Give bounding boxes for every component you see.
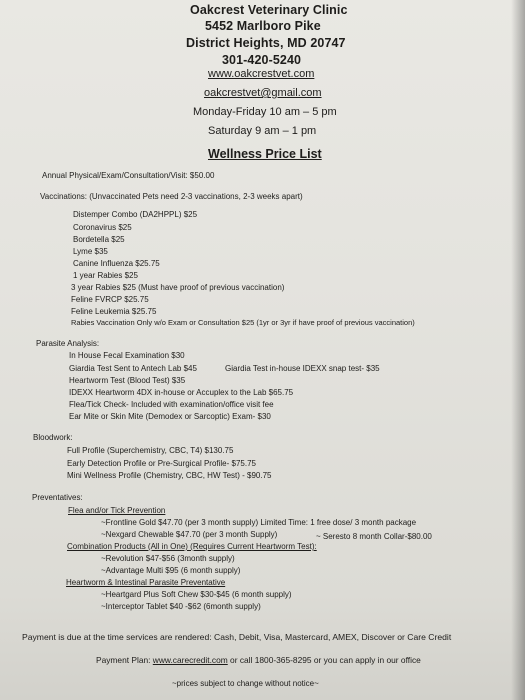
list-item: Feline Leukemia $25.75 xyxy=(71,307,157,316)
payment-plan-suffix: or call 1800-365-8295 or you can apply in our office xyxy=(227,655,421,665)
list-item: Canine Influenza $25.75 xyxy=(73,259,160,268)
list-item: Giardia Test Sent to Antech Lab $45 xyxy=(69,364,197,373)
page-edge-shadow xyxy=(511,0,525,700)
list-item: ~Frontline Gold $47.70 (per 3 month supply) Limited Time: 1 free dose/ 3 month package xyxy=(101,518,417,527)
list-item: In House Fecal Examination $30 xyxy=(69,351,185,360)
parasite-heading: Parasite Analysis: xyxy=(36,339,100,348)
price-notice: ~prices subject to change without notice~ xyxy=(172,679,319,688)
list-item: IDEXX Heartworm 4DX in-house or Accuplex to the Lab $65.75 xyxy=(69,388,294,397)
carecredit-link[interactable]: www.carecredit.com xyxy=(152,655,228,665)
combination-heading: Combination Products (All in One) (Requires Current Heartworm Test): xyxy=(67,542,317,551)
list-item: Feline FVRCP $25.75 xyxy=(71,295,149,304)
page-title: Wellness Price List xyxy=(208,147,322,161)
bloodwork-heading: Bloodwork: xyxy=(33,433,73,442)
list-item: ~Interceptor Tablet $40 -$62 (6month supply) xyxy=(101,602,261,611)
flea-tick-heading: Flea and/or Tick Prevention xyxy=(68,506,166,515)
hours-weekday: Monday-Friday 10 am – 5 pm xyxy=(193,106,337,118)
list-item: Rabies Vaccination Only w/o Exam or Consultation $25 (1yr or 3yr if have proof of previous vaccination) xyxy=(71,318,415,327)
list-item: Lyme $35 xyxy=(73,247,108,256)
list-item: ~Nexgard Chewable $47.70 (per 3 month Supply) xyxy=(101,530,278,539)
preventatives-heading: Preventatives: xyxy=(32,493,83,502)
clinic-phone: 301-420-5240 xyxy=(222,53,302,67)
list-item: Heartworm Test (Blood Test) $35 xyxy=(69,376,186,385)
hours-saturday: Saturday 9 am – 1 pm xyxy=(208,125,317,137)
list-item: Full Profile (Superchemistry, CBC, T4) $130.75 xyxy=(67,446,234,455)
list-item: Mini Wellness Profile (Chemistry, CBC, HW Test) - $90.75 xyxy=(67,471,272,480)
list-item: Ear Mite or Skin Mite (Demodex or Sarcoptic) Exam- $30 xyxy=(69,412,271,421)
list-item: ~Revolution $47-$56 (3month supply) xyxy=(101,554,235,563)
list-item: 1 year Rabies $25 xyxy=(73,271,138,280)
payment-plan xyxy=(96,656,421,666)
payment-terms: Payment is due at the time services are rendered: Cash, Debit, Visa, Mastercard, AMEX, Discover or Care Credit xyxy=(22,632,452,642)
vaccinations-heading: Vaccinations: (Unvaccinated Pets need 2-3 vaccinations, 2-3 weeks apart) xyxy=(40,192,303,201)
list-item: Giardia Test in-house IDEXX snap test- $35 xyxy=(225,364,380,373)
list-item: Coronavirus $25 xyxy=(73,223,132,232)
list-item: Distemper Combo (DA2HPPL) $25 xyxy=(73,210,198,219)
list-item: Early Detection Profile or Pre-Surgical Profile- $75.75 xyxy=(67,459,256,468)
list-item: ~Advantage Multi $95 (6 month supply) xyxy=(101,566,241,575)
list-item: ~Heartgard Plus Soft Chew $30-$45 (6 month supply) xyxy=(101,590,292,599)
payment-plan-prefix: Payment Plan: xyxy=(96,655,153,665)
list-item: 3 year Rabies $25 (Must have proof of previous vaccination) xyxy=(71,283,285,292)
clinic-city: District Heights, MD 20747 xyxy=(186,36,346,50)
list-item: Bordetella $25 xyxy=(73,235,125,244)
heartworm-heading: Heartworm & Intestinal Parasite Preventative xyxy=(66,578,226,587)
annual-exam-price: Annual Physical/Exam/Consultation/Visit: $50.00 xyxy=(42,171,215,180)
clinic-name: Oakcrest Veterinary Clinic xyxy=(190,3,348,17)
list-item: Flea/Tick Check- Included with examination/office visit fee xyxy=(69,400,274,409)
clinic-street: 5452 Marlboro Pike xyxy=(205,19,321,33)
list-item: ~ Seresto 8 month Collar-$80.00 xyxy=(316,532,432,541)
clinic-email[interactable]: oakcrestvet@gmail.com xyxy=(204,87,322,99)
clinic-website[interactable]: www.oakcrestvet.com xyxy=(208,68,315,80)
